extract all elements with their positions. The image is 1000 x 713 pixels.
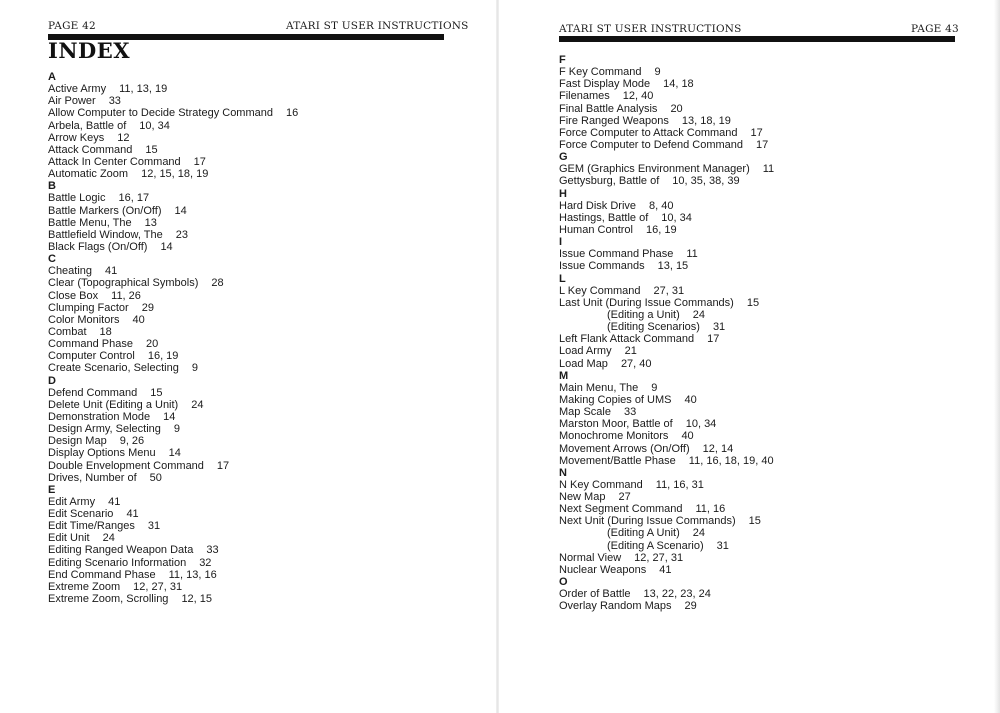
index-entry [559, 479, 979, 491]
index-term: (Editing A Scenario) [607, 539, 704, 552]
index-term: Force Computer to Defend Command [559, 138, 744, 151]
index-page-refs: 13, 18, 19 [681, 114, 731, 127]
index-page-refs: 14, 18 [663, 78, 694, 91]
index-page-refs: 14 [174, 204, 187, 217]
index-page-refs: 41 [108, 495, 121, 508]
index-term: Main Menu, The [559, 381, 639, 394]
index-term: Gettysburg, Battle of [559, 175, 660, 188]
index-term: Battle Markers (On/Off) [48, 204, 162, 217]
index-page-refs: 20 [146, 338, 159, 351]
index-entry [48, 569, 468, 581]
index-entry [559, 90, 979, 102]
index-term: Load Map [559, 357, 608, 370]
index-entry [48, 532, 468, 544]
index-entry [559, 175, 979, 187]
index-entry [48, 411, 468, 423]
index-entry [48, 423, 468, 435]
index-entry [559, 139, 979, 151]
index-page-refs: 9, 26 [119, 435, 145, 448]
page-number: PAGE 43 [911, 23, 959, 35]
index-entry [559, 406, 979, 418]
index-page-refs: 13, 22, 23, 24 [643, 588, 711, 601]
index-page-refs: 11, 16 [695, 503, 726, 516]
index-page-refs: 15 [748, 515, 761, 528]
index-page-refs: 10, 35, 38, 39 [672, 175, 740, 188]
index-page-refs: 18 [99, 325, 112, 338]
index-entry [48, 120, 468, 132]
index-entry [48, 350, 468, 362]
index-term: Overlay Random Maps [559, 600, 672, 613]
index-page-refs: 40 [132, 313, 145, 326]
index-entry [559, 418, 979, 430]
index-page-refs: 10, 34 [685, 418, 717, 431]
index-term: (Editing Scenarios) [607, 321, 700, 334]
index-term: Battle Logic [48, 192, 106, 205]
index-page-refs: 33 [623, 406, 637, 419]
index-entry [48, 229, 468, 241]
index-page-refs: 24 [102, 532, 115, 545]
index-page-refs: 41 [105, 265, 118, 278]
index-term: Fire Ranged Weapons [559, 114, 669, 127]
index-entry [559, 358, 979, 370]
index-page-refs: 16, 19 [645, 223, 677, 236]
book-spine [496, 0, 499, 713]
index-page-refs: 24 [692, 527, 706, 540]
index-page-refs: 11 [762, 163, 775, 176]
index-entry [559, 345, 979, 357]
index-page-refs: 11, 16, 31 [655, 478, 704, 491]
index-page-refs: 12, 27, 31 [133, 580, 183, 593]
index-term: Clear (Topographical Symbols) [48, 277, 199, 290]
index-entry [48, 593, 468, 605]
index-page-refs: 16, 19 [147, 350, 179, 363]
index-entry [559, 455, 979, 467]
index-entry [559, 564, 979, 576]
index-page-refs: 24 [191, 398, 204, 411]
index-entry [48, 277, 468, 289]
index-term: Extreme Zoom [48, 580, 121, 593]
index-term: Making Copies of UMS [559, 393, 672, 406]
index-term: Issue Commands [559, 260, 645, 273]
index-page-refs: 29 [684, 600, 697, 613]
index-entry [48, 472, 468, 484]
index-term: Movement/Battle Phase [559, 454, 676, 467]
index-entry [559, 394, 979, 406]
index-column-right [559, 54, 979, 612]
index-term: Human Control [559, 223, 633, 236]
index-entry [48, 156, 468, 168]
index-page-refs: 28 [211, 277, 224, 290]
index-letter-heading: N [559, 466, 567, 479]
index-page-refs: 14 [168, 447, 181, 460]
index-term: Force Computer to Attack Command [559, 126, 738, 139]
index-term: New Map [559, 491, 606, 504]
index-page-refs: 17 [216, 459, 230, 472]
index-term: Arbela, Battle of [48, 119, 127, 132]
index-entry [559, 115, 979, 127]
index-entry [559, 297, 979, 309]
index-letter-heading: L [559, 272, 566, 285]
index-term: Hastings, Battle of [559, 211, 649, 224]
index-page-refs: 27, 31 [653, 284, 685, 297]
index-page-refs: 17 [756, 138, 769, 151]
index-entry [559, 212, 979, 224]
index-entry [48, 326, 468, 338]
index-page-refs: 32 [199, 556, 212, 569]
index-term: Left Flank Attack Command [559, 333, 695, 346]
index-term: Order of Battle [559, 588, 631, 601]
index-page-refs: 11, 16, 18, 19, 40 [688, 454, 774, 467]
index-term: Battle Menu, The [48, 216, 132, 229]
index-entry [559, 588, 979, 600]
index-letter-heading: C [48, 253, 56, 266]
index-letter-heading: M [559, 369, 569, 382]
index-page-refs: 27 [618, 491, 631, 504]
index-entry [559, 600, 979, 612]
index-page-refs: 9 [173, 423, 181, 436]
index-page-refs: 33 [206, 544, 219, 557]
index-entry [559, 309, 979, 321]
index-entry [559, 248, 979, 260]
index-page-refs: 15 [150, 386, 163, 399]
index-entry [559, 515, 979, 527]
index-page-refs: 9 [654, 66, 661, 79]
index-term: Edit Army [48, 495, 96, 508]
index-page-refs: 31 [716, 539, 729, 552]
index-page-refs: 13, 15 [657, 260, 689, 273]
index-heading: INDEX [48, 38, 131, 63]
index-entry [48, 508, 468, 520]
index-page-refs: 13 [144, 216, 157, 229]
index-term: Defend Command [48, 386, 138, 399]
index-term: Attack Command [48, 143, 133, 156]
index-letter-heading: B [48, 180, 56, 193]
index-page-refs: 23 [175, 228, 188, 241]
index-term: Delete Unit (Editing a Unit) [48, 398, 179, 411]
index-term: Marston Moor, Battle of [559, 418, 673, 431]
index-entry [48, 132, 468, 144]
right-page [505, 0, 1000, 713]
index-page-refs: 12, 14 [702, 442, 734, 455]
index-entry [559, 333, 979, 345]
index-page-refs: 11, 13, 16 [168, 568, 217, 581]
index-page-refs: 11 [686, 248, 698, 261]
index-term: Movement Arrows (On/Off) [559, 442, 690, 455]
index-term: L Key Command [559, 284, 641, 297]
index-page-refs: 27, 40 [620, 357, 652, 370]
index-page-refs: 11, 13, 19 [119, 83, 168, 96]
index-entry [48, 265, 468, 277]
index-term: Create Scenario, Selecting [48, 362, 179, 375]
index-term: Edit Time/Ranges [48, 520, 135, 533]
index-letter-heading: I [559, 236, 563, 249]
index-column-left [48, 71, 468, 605]
left-page [0, 0, 490, 713]
index-page-refs: 15 [746, 296, 760, 309]
running-title: ATARI ST USER INSTRUCTIONS [559, 23, 742, 35]
index-entry [48, 83, 468, 95]
index-entry [48, 95, 468, 107]
index-term: Normal View [559, 551, 622, 564]
index-entry [48, 290, 468, 302]
index-page-refs: 10, 34 [139, 119, 170, 132]
index-term: Fast Display Mode [559, 78, 651, 91]
index-page-refs: 12, 15, 18, 19 [141, 168, 209, 181]
index-entry [559, 285, 979, 297]
index-entry [559, 66, 979, 78]
index-term: End Command Phase [48, 568, 156, 581]
index-entry [559, 443, 979, 455]
index-term: Design Army, Selecting [48, 423, 161, 436]
index-entry [48, 217, 468, 229]
index-entry [48, 107, 468, 119]
index-term: Load Army [559, 345, 612, 358]
index-entry [559, 103, 979, 115]
index-entry [48, 399, 468, 411]
index-entry [559, 224, 979, 236]
index-term: Next Segment Command [559, 503, 683, 516]
index-term: Editing Ranged Weapon Data [48, 544, 194, 557]
index-page-refs: 17 [193, 155, 206, 168]
index-term: GEM (Graphics Environment Manager) [559, 163, 750, 176]
index-page-refs: 33 [108, 95, 121, 108]
index-entry [48, 544, 468, 556]
header-rule [559, 36, 955, 42]
index-term: Edit Unit [48, 532, 90, 545]
index-term: Cheating [48, 265, 93, 278]
index-term: Extreme Zoom, Scrolling [48, 593, 169, 606]
index-page-refs: 17 [750, 126, 763, 139]
index-page-refs: 12, 40 [622, 90, 654, 103]
index-entry [48, 205, 468, 217]
index-term: Demonstration Mode [48, 410, 151, 423]
index-page-refs: 41 [659, 563, 672, 576]
index-page-refs: 31 [712, 321, 726, 334]
index-term: Editing Scenario Information [48, 556, 187, 569]
index-term: Air Power [48, 95, 96, 108]
index-term: Design Map [48, 435, 107, 448]
index-term: Hard Disk Drive [559, 199, 637, 212]
index-term: Final Battle Analysis [559, 102, 658, 115]
index-entry [559, 321, 979, 333]
index-entry [48, 460, 468, 472]
index-page-refs: 16, 17 [118, 192, 150, 205]
index-entry [48, 520, 468, 532]
index-page-refs: 17 [707, 333, 720, 346]
index-entry [48, 557, 468, 569]
index-page-refs: 40 [681, 430, 694, 443]
index-page-refs: 14 [160, 240, 173, 253]
index-page-refs: 12, 15 [181, 593, 213, 606]
index-page-refs: 8, 40 [649, 199, 674, 212]
index-term: Last Unit (During Issue Commands) [559, 296, 734, 309]
index-letter-heading: O [559, 576, 568, 589]
page-edge-shadow [994, 0, 1000, 713]
index-entry [48, 302, 468, 314]
index-page-refs: 9 [191, 362, 198, 375]
page-number: PAGE 42 [48, 20, 96, 32]
index-entry [559, 163, 979, 175]
index-page-refs: 24 [692, 308, 706, 321]
index-term: Arrow Keys [48, 131, 105, 144]
index-entry [48, 144, 468, 156]
index-entry [48, 362, 468, 374]
index-letter-heading: H [559, 187, 567, 200]
index-page-refs: 29 [141, 301, 154, 314]
index-letter-heading: G [559, 151, 568, 164]
index-entry [48, 241, 468, 253]
index-page-refs: 41 [126, 508, 139, 521]
index-term: Computer Control [48, 350, 135, 363]
index-term: Close Box [48, 289, 99, 302]
index-entry [559, 430, 979, 442]
index-entry [559, 503, 979, 515]
index-entry [48, 435, 468, 447]
index-letter-heading: D [48, 374, 56, 387]
index-entry [48, 168, 468, 180]
index-term: Nuclear Weapons [559, 563, 647, 576]
index-entry [48, 581, 468, 593]
index-entry [559, 382, 979, 394]
index-term: N Key Command [559, 478, 643, 491]
index-term: (Editing A Unit) [607, 527, 680, 540]
index-term: Map Scale [559, 406, 611, 419]
index-term: Combat [48, 325, 87, 338]
index-page-refs: 11, 26 [111, 289, 141, 302]
index-page-refs: 50 [149, 471, 162, 484]
index-entry [48, 447, 468, 459]
index-entry [48, 192, 468, 204]
index-page-refs: 16 [285, 107, 299, 120]
index-page-refs: 21 [624, 345, 637, 358]
running-title: ATARI ST USER INSTRUCTIONS [286, 20, 469, 32]
index-entry [559, 540, 979, 552]
index-term: Battlefield Window, The [48, 228, 163, 241]
index-page-refs: 10, 34 [661, 211, 692, 224]
index-entry [559, 527, 979, 539]
index-page-refs: 15 [145, 143, 158, 156]
index-page-refs: 12 [117, 131, 130, 144]
index-page-refs: 40 [684, 393, 697, 406]
index-term: Next Unit (During Issue Commands) [559, 515, 736, 528]
index-entry [48, 338, 468, 350]
index-page-refs: 14 [163, 410, 176, 423]
index-term: Display Options Menu [48, 447, 156, 460]
index-entry [559, 78, 979, 90]
index-entry [48, 496, 468, 508]
index-term: Issue Command Phase [559, 248, 674, 261]
index-letter-heading: E [48, 483, 56, 496]
index-term: Allow Computer to Decide Strategy Command [48, 107, 273, 120]
index-term: Attack In Center Command [48, 155, 181, 168]
index-entry [48, 387, 468, 399]
index-letter-heading: A [48, 71, 56, 83]
index-term: Drives, Number of [48, 471, 137, 484]
index-term: Command Phase [48, 338, 133, 351]
index-page-refs: 9 [651, 381, 658, 394]
index-term: (Editing a Unit) [607, 308, 680, 321]
index-entry [48, 314, 468, 326]
index-term: Double Envelopment Command [48, 459, 204, 472]
index-entry [559, 127, 979, 139]
index-term: Black Flags (On/Off) [48, 240, 148, 253]
index-term: Monochrome Monitors [559, 430, 669, 443]
index-term: Clumping Factor [48, 301, 129, 314]
index-term: Filenames [559, 90, 610, 103]
index-page-refs: 20 [670, 102, 683, 115]
index-page-refs: 12, 27, 31 [634, 551, 684, 564]
index-term: Color Monitors [48, 313, 120, 326]
index-entry [559, 200, 979, 212]
index-letter-heading: F [559, 54, 566, 66]
index-term: Automatic Zoom [48, 168, 129, 181]
index-page-refs: 31 [147, 520, 161, 533]
index-entry [559, 491, 979, 503]
index-entry [559, 552, 979, 564]
index-term: Edit Scenario [48, 508, 114, 521]
index-term: Active Army [48, 83, 107, 96]
index-term: F Key Command [559, 66, 642, 79]
index-entry [559, 260, 979, 272]
